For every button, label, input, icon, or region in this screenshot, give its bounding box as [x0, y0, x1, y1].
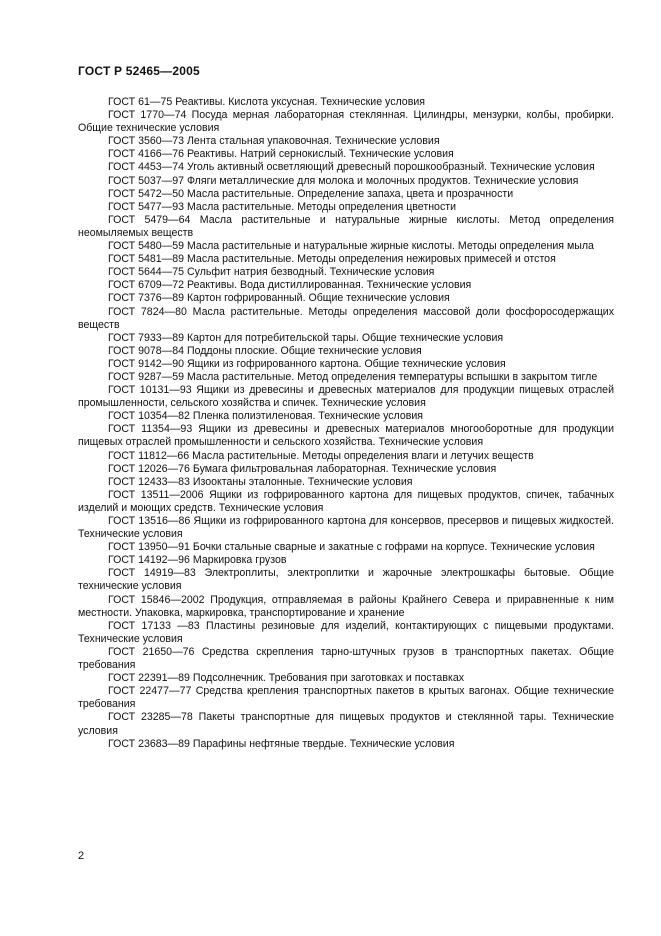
standards-list — [78, 96, 614, 751]
list-item: ГОСТ 5480—59 Масла растительные и натуральные жирные кислоты. Методы определения мыла — [108, 240, 594, 253]
document-header: ГОСТ Р 52465—2005 — [78, 64, 200, 78]
list-item: ГОСТ 23285—78 Пакеты транспортные для пищевых продуктов и стеклянной тары. Технические условия — [78, 711, 614, 737]
list-item: ГОСТ 15846—2002 Продукция, отправляемая в районы Крайнего Севера и приравненные к ним местности. Упаковка, маркировка, транспортирование и хранение — [78, 593, 614, 619]
list-item: ГОСТ 9078—84 Поддоны плоские. Общие технические условия — [108, 344, 422, 357]
list-item: ГОСТ 4453—74 Уголь активный осветляющий древесный порошкообразный. Технические условия — [108, 161, 595, 174]
list-item: ГОСТ 5481—89 Масла растительные. Методы определения нежировых примесей и отстоя — [108, 253, 556, 266]
list-item: ГОСТ 6709—72 Реактивы. Вода дистиллированная. Технические условия — [108, 279, 472, 292]
list-item: ГОСТ 5644—75 Сульфит натрия безводный. Технические условия — [108, 266, 435, 279]
list-item: ГОСТ 7933—89 Картон для потребительской тары. Общие технические условия — [108, 331, 504, 344]
list-item: ГОСТ 11812—66 Масла растительные. Методы определения влаги и летучих веществ — [108, 449, 534, 462]
list-item: ГОСТ 9142—90 Ящики из гофрированного картона. Общие технические условия — [108, 357, 506, 370]
list-item: ГОСТ 14919—83 Электроплиты, электроплитки и жарочные электрошкафы бытовые. Общие технические условия — [78, 567, 614, 593]
list-item: ГОСТ 13516—86 Ящики из гофрированного картона для консервов, пресервов и пищевых жидкостей. Технические условия — [78, 515, 614, 541]
list-item: ГОСТ 5037—97 Фляги металлические для молока и молочных продуктов. Технические условия — [108, 174, 579, 187]
list-item: ГОСТ 21650—76 Средства скрепления тарно-штучных грузов в транспортных пакетах. Общие требования — [78, 645, 614, 672]
list-item: ГОСТ 3560—73 Лента стальная упаковочная. Технические условия — [108, 135, 440, 148]
list-item: ГОСТ 9287—59 Масла растительные. Метод определения температуры вспышки в закрытом тигле — [108, 370, 598, 383]
list-item: ГОСТ 5479—64 Масла растительные и натуральные жирные кислоты. Метод определения неомыляемых веществ — [78, 213, 614, 239]
list-item: ГОСТ 4166—76 Реактивы. Натрий сернокислый. Технические условия — [108, 148, 454, 161]
list-item: ГОСТ 5472—50 Масла растительные. Определение запаха, цвета и прозрачности — [108, 187, 514, 200]
list-item: ГОСТ 22477—77 Средства крепления транспортных пакетов в крытых вагонах. Общие технические требования — [78, 685, 614, 711]
page-number: 2 — [78, 850, 85, 862]
list-item: ГОСТ 10354—82 Пленка полиэтиленовая. Технические условия — [108, 410, 424, 423]
list-item: ГОСТ 12433—83 Изооктаны эталонные. Технические условия — [108, 475, 413, 488]
list-item: ГОСТ 17133 —83 Пластины резиновые для изделий, контактирующих с пищевыми продуктами. Технические условия — [78, 619, 614, 645]
list-item: ГОСТ 14192—96 Маркировка грузов — [108, 554, 287, 567]
list-item: ГОСТ 7376—89 Картон гофрированный. Общие технические условия — [108, 292, 450, 305]
list-item: ГОСТ 5477—93 Масла растительные. Методы определения цветности — [108, 200, 457, 213]
list-item: ГОСТ 1770—74 Посуда мерная лабораторная стеклянная. Цилиндры, мензурки, колбы, пробирки. Общие технические условия — [78, 109, 614, 135]
list-item: ГОСТ 23683—89 Парафины нефтяные твердые. Технические условия — [108, 737, 455, 750]
list-item: ГОСТ 13950—91 Бочки стальные сварные и закатные с гофрами на корпусе. Технические условия — [108, 541, 595, 554]
list-item: ГОСТ 12026—76 Бумага фильтровальная лабораторная. Технические условия — [108, 462, 497, 475]
list-item: ГОСТ 10131—93 Ящики из древесины и древесных материалов для продукции пищевых отраслей промышленности, сельского хозяйства и спичек. Технические условия — [78, 384, 614, 410]
list-item: ГОСТ 7824—80 Масла растительные. Методы определения массовой доли фосфоросодержащих веществ — [78, 305, 614, 331]
list-item: ГОСТ 22391—89 Подсолнечник. Требования при заготовках и поставках — [108, 672, 465, 685]
list-item: ГОСТ 13511—2006 Ящики из гофрированного картона для пищевых продуктов, спичек, табачных изделий и моющих средств. Технические условия — [78, 488, 614, 514]
list-item: ГОСТ 61—75 Реактивы. Кислота уксусная. Технические условия — [108, 96, 425, 108]
list-item: ГОСТ 11354—93 Ящики из древесины и древесных материалов многооборотные для продукции пищевых отраслей промышленности и сельского хозяйства. Технические условия — [78, 423, 614, 449]
